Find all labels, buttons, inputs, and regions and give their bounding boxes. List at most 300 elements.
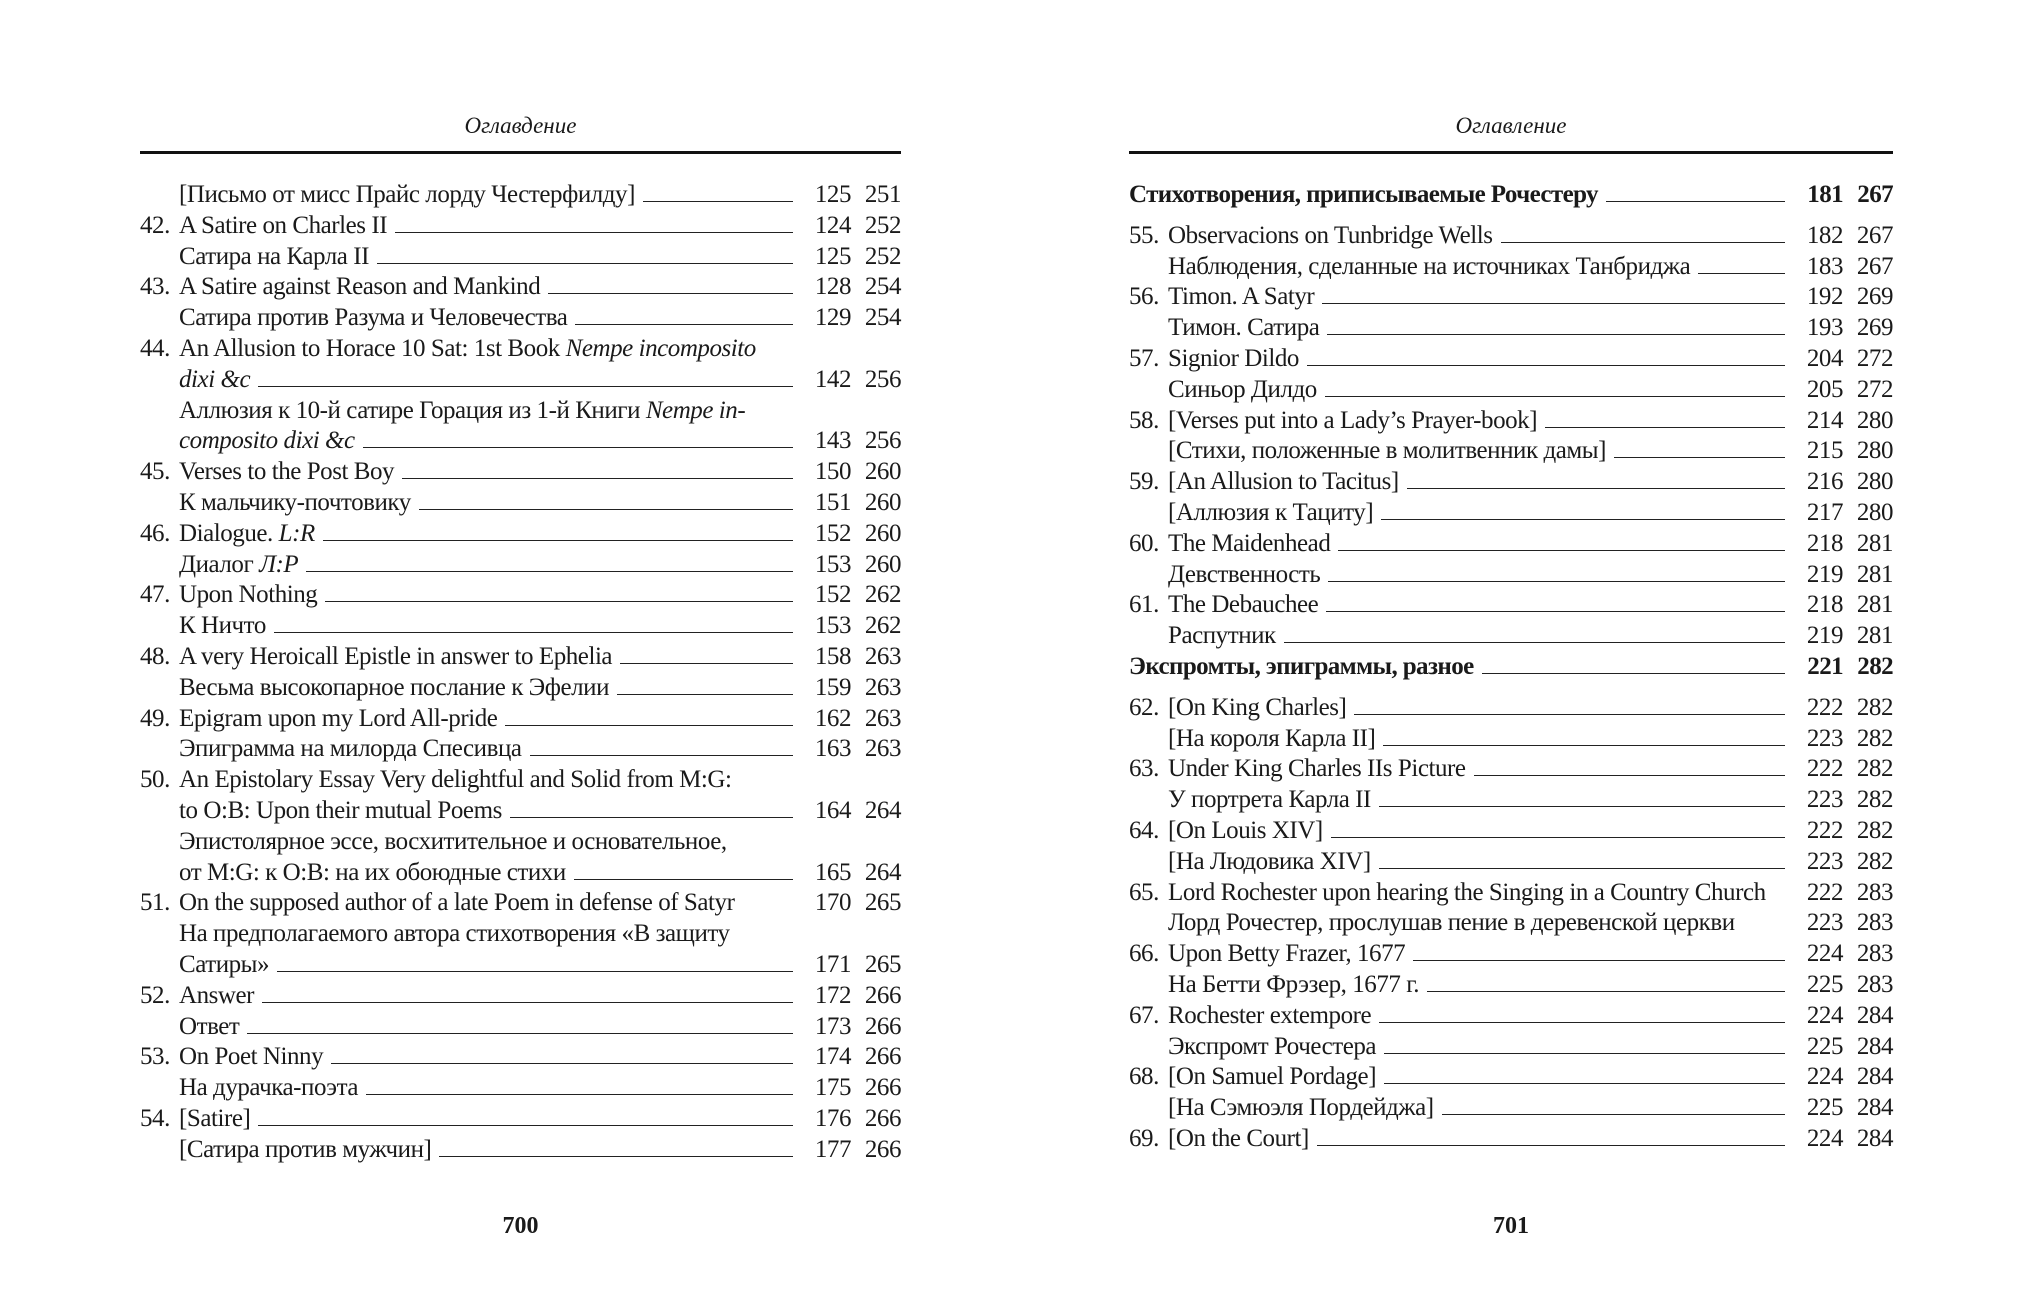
page-ref-translation: 282 bbox=[1857, 652, 1893, 680]
page-ref-translation: 284 bbox=[1856, 1001, 1893, 1029]
entry-number: 58. bbox=[1129, 406, 1159, 434]
page-ref-translation: 272 bbox=[1856, 344, 1893, 372]
entry-title bbox=[1168, 622, 1276, 650]
page-ref-original: 218 bbox=[1806, 529, 1843, 557]
page-ref-translation: 281 bbox=[1856, 591, 1893, 619]
toc-entry bbox=[140, 674, 901, 705]
dot-leader bbox=[1482, 669, 1785, 674]
entry-title-text: На дурачка-поэта bbox=[179, 1074, 359, 1102]
dot-leader bbox=[1328, 577, 1785, 582]
page-ref-translation: 267 bbox=[1857, 181, 1893, 208]
page-ref-original: 225 bbox=[1806, 970, 1843, 998]
entry-title bbox=[179, 766, 732, 794]
entry-title-text: [Сатира против мужчин] bbox=[179, 1135, 432, 1163]
entry-title bbox=[179, 427, 355, 455]
entry-title-text: [On King Charles] bbox=[1168, 693, 1347, 721]
page-ref-original: 162 bbox=[814, 704, 851, 732]
entry-title bbox=[179, 304, 567, 332]
entry-title bbox=[1168, 879, 1766, 907]
entry-number: 44. bbox=[140, 334, 170, 362]
dot-leader bbox=[1606, 197, 1785, 202]
entry-title-italic: L:R bbox=[278, 519, 315, 547]
entry-title-text: К мальчику-почтовику bbox=[179, 488, 411, 516]
entry-title-text: On Poet Ninny bbox=[179, 1043, 324, 1071]
entry-title bbox=[1168, 848, 1371, 876]
entry-title bbox=[179, 581, 317, 609]
page-ref-translation: 266 bbox=[864, 1012, 901, 1040]
page-ref-original: 152 bbox=[814, 581, 851, 609]
page-ref-translation: 267 bbox=[1856, 221, 1893, 249]
entry-number: 69. bbox=[1129, 1124, 1159, 1152]
entry-title-text: На предполагаемого автора стихотворения «В защиту bbox=[179, 920, 730, 948]
entry-title-text: [On the Court] bbox=[1168, 1124, 1309, 1152]
toc-entry bbox=[1129, 755, 1893, 786]
page-ref-original: 225 bbox=[1806, 1032, 1843, 1060]
entry-title bbox=[179, 705, 497, 733]
page-ref-translation: 265 bbox=[864, 950, 901, 978]
page-number: 700 bbox=[502, 1213, 539, 1239]
entry-title-text: [On Louis XIV] bbox=[1168, 816, 1323, 844]
dot-leader bbox=[1354, 710, 1785, 715]
toc-section-heading bbox=[1129, 653, 1893, 694]
toc-entry bbox=[140, 612, 901, 643]
toc-list bbox=[1129, 181, 1893, 1156]
entry-title-text: Стихотворения, приписываемые Рочестеру bbox=[1129, 181, 1598, 208]
entry-title bbox=[1168, 530, 1330, 558]
entry-title-text: Ответ bbox=[179, 1012, 240, 1040]
dot-leader bbox=[530, 751, 793, 756]
page-ref-translation: 281 bbox=[1856, 622, 1893, 650]
page-ref-translation: 282 bbox=[1856, 693, 1893, 721]
page-ref-translation: 264 bbox=[864, 858, 901, 886]
page-ref-original: 143 bbox=[814, 427, 851, 455]
dot-leader bbox=[1766, 896, 1795, 900]
page-ref-translation: 256 bbox=[864, 365, 901, 393]
page-ref-original: 170 bbox=[814, 889, 851, 917]
toc-entry bbox=[1129, 253, 1893, 284]
entry-title bbox=[1168, 1125, 1309, 1153]
dot-leader bbox=[1735, 926, 1795, 930]
page-ref-translation: 267 bbox=[1856, 252, 1893, 280]
toc-entry bbox=[140, 181, 901, 212]
entry-number: 46. bbox=[140, 519, 170, 547]
entry-title-text: Лорд Рочестер, прослушав пение в деревенской церкви bbox=[1168, 909, 1735, 937]
entry-title-text: Распутник bbox=[1168, 622, 1276, 650]
entry-number: 64. bbox=[1129, 816, 1159, 844]
entry-title-text: The Maidenhead bbox=[1168, 529, 1331, 557]
entry-title bbox=[1129, 653, 1474, 681]
page-ref-translation: 280 bbox=[1856, 437, 1893, 465]
dot-leader bbox=[1474, 771, 1785, 776]
entry-number: 54. bbox=[140, 1104, 170, 1132]
toc-entry bbox=[1129, 591, 1893, 622]
toc-entry bbox=[140, 920, 901, 951]
dot-leader bbox=[510, 813, 793, 818]
entry-title-text: [An Allusion to Tacitus] bbox=[1168, 468, 1399, 496]
entry-title-text: Диалог bbox=[179, 550, 260, 578]
entry-title bbox=[1168, 437, 1606, 465]
entry-title bbox=[1168, 1002, 1371, 1030]
entry-title bbox=[1168, 314, 1319, 342]
page-ref-original: 181 bbox=[1807, 181, 1843, 208]
entry-title bbox=[1168, 971, 1419, 999]
entry-title bbox=[179, 1136, 431, 1164]
dot-leader bbox=[274, 628, 793, 633]
page-ref-translation: 284 bbox=[1856, 1063, 1893, 1091]
entry-title bbox=[1168, 817, 1323, 845]
dot-leader bbox=[1413, 956, 1785, 961]
entry-title-text: от M:G: к O:B: на их обоюдные стихи bbox=[179, 858, 566, 886]
dot-leader bbox=[1384, 1079, 1785, 1084]
dot-leader bbox=[1338, 546, 1785, 551]
page-ref-translation: 252 bbox=[864, 242, 901, 270]
entry-title-italic: composito dixi &c bbox=[179, 427, 355, 455]
entry-title-text: Rochester extempore bbox=[1168, 1001, 1372, 1029]
toc-entry bbox=[1129, 530, 1893, 561]
page-ref-original: 171 bbox=[814, 950, 851, 978]
page-ref-translation: 265 bbox=[864, 889, 901, 917]
entry-title bbox=[179, 520, 315, 548]
page-ref-original: 172 bbox=[814, 981, 851, 1009]
entry-title bbox=[179, 643, 612, 671]
dot-leader bbox=[1284, 638, 1785, 643]
entry-title bbox=[179, 1074, 358, 1102]
page-ref-original: 152 bbox=[814, 519, 851, 547]
page-ref-translation: 266 bbox=[864, 1104, 901, 1132]
dot-leader bbox=[1317, 1141, 1785, 1146]
entry-title-text: [На Людовика XIV] bbox=[1168, 847, 1371, 875]
page-ref-translation: 266 bbox=[864, 1043, 901, 1071]
page-ref-translation: 251 bbox=[864, 181, 901, 208]
page-ref-translation: 266 bbox=[864, 1074, 901, 1102]
toc-entry bbox=[140, 366, 901, 397]
toc-entry bbox=[1129, 1063, 1893, 1094]
entry-title bbox=[179, 335, 756, 363]
toc-entry bbox=[140, 335, 901, 366]
entry-title bbox=[1168, 1094, 1434, 1122]
page-ref-original: 223 bbox=[1806, 847, 1843, 875]
entry-title bbox=[1168, 376, 1317, 404]
entry-number: 61. bbox=[1129, 591, 1159, 619]
entry-title-text: Синьор Дилдо bbox=[1168, 375, 1317, 403]
page-ref-translation: 281 bbox=[1856, 529, 1893, 557]
entry-title bbox=[179, 735, 522, 763]
entry-title bbox=[179, 273, 540, 301]
running-head: Оглавление bbox=[1455, 113, 1567, 138]
entry-title-text: Сатира против Разума и Человечества bbox=[179, 304, 568, 332]
dot-leader bbox=[574, 875, 793, 880]
toc-entry bbox=[1129, 376, 1893, 407]
page-ref-original: 218 bbox=[1806, 591, 1843, 619]
entry-title bbox=[179, 1043, 323, 1071]
header-rule bbox=[1129, 151, 1893, 154]
page-ref-original: 125 bbox=[814, 242, 851, 270]
page-ref-original: 224 bbox=[1806, 940, 1843, 968]
toc-entry bbox=[140, 735, 901, 766]
entry-title bbox=[179, 551, 298, 579]
entry-title-text: Аллюзия к 10-й сатире Горация из 1-й Книги bbox=[179, 396, 646, 424]
page-ref-translation: 252 bbox=[864, 211, 901, 239]
dot-leader bbox=[331, 1059, 793, 1064]
entry-title-text: У портрета Карла II bbox=[1168, 786, 1371, 814]
toc-entry bbox=[140, 458, 901, 489]
dot-leader bbox=[548, 289, 793, 294]
page-ref-original: 125 bbox=[814, 181, 851, 208]
entry-number: 47. bbox=[140, 581, 170, 609]
entry-title bbox=[179, 674, 609, 702]
entry-title-text: [На Сэмюэля Пордейджа] bbox=[1168, 1094, 1434, 1122]
entry-title-text: Эпистолярное эссе, восхитительное и основательное, bbox=[179, 827, 727, 855]
dot-leader bbox=[1322, 299, 1785, 304]
entry-title-text: [Verses put into a Lady’s Prayer-book] bbox=[1168, 406, 1538, 434]
toc-entry bbox=[140, 304, 901, 335]
entry-title bbox=[179, 859, 566, 887]
page-number: 701 bbox=[1493, 1213, 1529, 1239]
toc-entry bbox=[1129, 468, 1893, 499]
toc-entry bbox=[1129, 909, 1893, 940]
toc-entry bbox=[140, 581, 901, 612]
dot-leader bbox=[1383, 741, 1785, 746]
page-ref-original: 153 bbox=[814, 550, 851, 578]
page-right bbox=[1129, 0, 1893, 1304]
dot-leader bbox=[419, 505, 793, 510]
entry-title bbox=[179, 828, 727, 856]
entry-title-text: Signior Dildo bbox=[1168, 344, 1299, 372]
entry-title-italic: Nempe incomposito bbox=[565, 334, 756, 362]
page-ref-translation: 263 bbox=[864, 735, 901, 763]
page-ref-translation: 266 bbox=[864, 981, 901, 1009]
dot-leader bbox=[1614, 453, 1785, 458]
dot-leader bbox=[1325, 392, 1785, 397]
dot-leader bbox=[1326, 607, 1785, 612]
page-ref-translation: 272 bbox=[1856, 375, 1893, 403]
dot-leader bbox=[505, 721, 793, 726]
entry-title bbox=[1168, 283, 1314, 311]
entry-number: 56. bbox=[1129, 283, 1159, 311]
page-ref-translation: 282 bbox=[1856, 755, 1893, 783]
dot-leader bbox=[1381, 515, 1785, 520]
toc-entry bbox=[140, 982, 901, 1013]
entry-title-text: Девственность bbox=[1168, 560, 1321, 588]
dot-leader bbox=[643, 197, 793, 202]
page-ref-original: 142 bbox=[814, 365, 851, 393]
dot-leader bbox=[1545, 423, 1785, 428]
page-ref-translation: 269 bbox=[1856, 283, 1893, 311]
toc-entry bbox=[1129, 345, 1893, 376]
page-ref-original: 173 bbox=[814, 1012, 851, 1040]
page-ref-translation: 284 bbox=[1856, 1094, 1893, 1122]
entry-number: 62. bbox=[1129, 693, 1159, 721]
entry-title bbox=[179, 366, 250, 394]
entry-title bbox=[179, 243, 369, 271]
page-ref-translation: 284 bbox=[1856, 1124, 1893, 1152]
toc-entry bbox=[1129, 1002, 1893, 1033]
page-ref-original: 222 bbox=[1806, 878, 1843, 906]
entry-title bbox=[1168, 591, 1318, 619]
entry-title bbox=[1168, 725, 1375, 753]
dot-leader bbox=[1384, 1049, 1785, 1054]
toc-entry bbox=[1129, 622, 1893, 653]
toc-entry bbox=[1129, 879, 1893, 910]
page-ref-translation: 282 bbox=[1856, 816, 1893, 844]
toc-entry bbox=[1129, 848, 1893, 879]
page-ref-original: 224 bbox=[1806, 1124, 1843, 1152]
page-ref-translation: 264 bbox=[864, 796, 901, 824]
entry-title-text: На Бетти Фрэзер, 1677 г. bbox=[1168, 970, 1420, 998]
toc-list bbox=[140, 181, 901, 1167]
entry-title bbox=[1168, 407, 1537, 435]
entry-number: 60. bbox=[1129, 529, 1159, 557]
toc-entry bbox=[1129, 786, 1893, 817]
entry-title-text: Verses to the Post Boy bbox=[179, 458, 395, 486]
dot-leader bbox=[575, 320, 793, 325]
page-ref-translation: 283 bbox=[1856, 909, 1893, 937]
entry-title-text: Under King Charles IIs Picture bbox=[1168, 755, 1466, 783]
entry-title-text: Lord Rochester upon hearing the Singing in a Country Church bbox=[1168, 878, 1766, 906]
dot-leader bbox=[734, 906, 803, 910]
dot-leader bbox=[1379, 1018, 1785, 1023]
page-ref-original: 217 bbox=[1806, 498, 1843, 526]
entry-number: 63. bbox=[1129, 755, 1159, 783]
page-ref-original: 174 bbox=[814, 1043, 851, 1071]
page-ref-original: 153 bbox=[814, 612, 851, 640]
page-ref-original: 224 bbox=[1806, 1001, 1843, 1029]
page-ref-translation: 281 bbox=[1856, 560, 1893, 588]
page-ref-translation: 262 bbox=[864, 581, 901, 609]
entry-title-text: К Ничто bbox=[179, 612, 266, 640]
entry-title-text: Тимон. Сатира bbox=[1168, 314, 1320, 342]
entry-title-text: [On Samuel Pordage] bbox=[1168, 1063, 1377, 1091]
entry-title-text: Экспромт Рочестера bbox=[1168, 1032, 1377, 1060]
dot-leader bbox=[323, 536, 793, 541]
page-ref-translation: 284 bbox=[1856, 1032, 1893, 1060]
entry-title bbox=[1168, 499, 1373, 527]
dot-leader bbox=[277, 967, 793, 972]
toc-entry bbox=[1129, 407, 1893, 438]
entry-title-text: Экспромты, эпиграммы, разное bbox=[1129, 652, 1474, 680]
page-ref-translation: 260 bbox=[864, 458, 901, 486]
entry-number: 57. bbox=[1129, 344, 1159, 372]
entry-title bbox=[1129, 181, 1598, 209]
dot-leader bbox=[258, 1121, 793, 1126]
page-ref-translation: 254 bbox=[864, 304, 901, 332]
entry-title bbox=[179, 397, 745, 425]
dot-leader bbox=[366, 1090, 793, 1095]
dot-leader bbox=[262, 998, 793, 1003]
dot-leader bbox=[1379, 864, 1785, 869]
entry-title bbox=[179, 612, 266, 640]
toc-entry bbox=[140, 1105, 901, 1136]
entry-title-text: [Satire] bbox=[179, 1104, 251, 1132]
page-ref-translation: 256 bbox=[864, 427, 901, 455]
entry-title-italic: dixi &c bbox=[179, 365, 251, 393]
page-ref-original: 219 bbox=[1806, 560, 1843, 588]
entry-number: 48. bbox=[140, 642, 170, 670]
page-ref-original: 176 bbox=[814, 1104, 851, 1132]
entry-title-text: Dialogue. bbox=[179, 519, 279, 547]
toc-entry bbox=[140, 859, 901, 890]
entry-title bbox=[179, 1013, 239, 1041]
entry-title bbox=[1168, 561, 1320, 589]
page-ref-translation: 282 bbox=[1856, 786, 1893, 814]
entry-title-text: Эпиграмма на милорда Спесивца bbox=[179, 735, 522, 763]
entry-title-text: Answer bbox=[179, 981, 255, 1009]
page-ref-original: 182 bbox=[1806, 221, 1843, 249]
toc-entry bbox=[1129, 940, 1893, 971]
entry-number: 49. bbox=[140, 704, 170, 732]
page-ref-original: 159 bbox=[814, 673, 851, 701]
page-ref-translation: 263 bbox=[864, 704, 901, 732]
page-ref-original: 223 bbox=[1806, 724, 1843, 752]
toc-section-heading bbox=[1129, 181, 1893, 222]
toc-entry bbox=[140, 520, 901, 551]
page-ref-original: 175 bbox=[814, 1074, 851, 1102]
dot-leader bbox=[1442, 1110, 1785, 1115]
page-ref-original: 192 bbox=[1806, 283, 1843, 311]
entry-title bbox=[1168, 755, 1466, 783]
dot-leader bbox=[363, 443, 793, 448]
page-ref-translation: 283 bbox=[1856, 970, 1893, 998]
toc-entry bbox=[1129, 694, 1893, 725]
entry-title-text: A very Heroicall Epistle in answer to Ephelia bbox=[179, 642, 613, 670]
page-ref-translation: 283 bbox=[1856, 878, 1893, 906]
entry-number: 50. bbox=[140, 766, 170, 794]
toc-entry bbox=[140, 705, 901, 736]
entry-title-text: Timon. A Satyr bbox=[1168, 283, 1315, 311]
entry-title-text: Сатиры» bbox=[179, 950, 270, 978]
page-ref-original: 165 bbox=[814, 858, 851, 886]
entry-number: 43. bbox=[140, 273, 170, 301]
page-ref-translation: 282 bbox=[1856, 847, 1893, 875]
entry-title-text: Сатира на Карла II bbox=[179, 242, 369, 270]
page-ref-original: 216 bbox=[1806, 468, 1843, 496]
entry-title bbox=[179, 920, 730, 948]
toc-entry bbox=[140, 273, 901, 304]
page-ref-translation: 260 bbox=[864, 488, 901, 516]
entry-number: 59. bbox=[1129, 468, 1159, 496]
toc-entry bbox=[140, 889, 901, 920]
page-ref-original: 193 bbox=[1806, 314, 1843, 342]
page-ref-original: 221 bbox=[1807, 652, 1843, 680]
page-ref-original: 158 bbox=[814, 642, 851, 670]
entry-title bbox=[1168, 940, 1405, 968]
header-rule bbox=[140, 151, 901, 154]
entry-title bbox=[179, 458, 394, 486]
page-ref-original: 177 bbox=[814, 1135, 851, 1163]
page-ref-translation: 280 bbox=[1856, 498, 1893, 526]
toc-entry bbox=[1129, 1125, 1893, 1156]
dot-leader bbox=[1427, 987, 1785, 992]
dot-leader bbox=[258, 382, 793, 387]
entry-title-text: Observacions on Tunbridge Wells bbox=[1168, 221, 1493, 249]
dot-leader bbox=[1307, 361, 1785, 366]
entry-title-text: Весьма высокопарное послание к Эфелии bbox=[179, 673, 610, 701]
entry-title bbox=[179, 951, 269, 979]
entry-title-text: On the supposed author of a late Poem in defense of Satyr bbox=[179, 889, 735, 917]
entry-title bbox=[1168, 468, 1399, 496]
page-ref-translation: 280 bbox=[1856, 406, 1893, 434]
entry-title bbox=[179, 982, 254, 1010]
entry-title-text: [На короля Карла II] bbox=[1168, 724, 1376, 752]
page-ref-original: 124 bbox=[814, 211, 851, 239]
dot-leader bbox=[1327, 330, 1785, 335]
dot-leader bbox=[377, 259, 793, 264]
dot-leader bbox=[617, 690, 793, 695]
entry-title-text: [Письмо от мисс Прайс лорду Честерфилду] bbox=[179, 181, 635, 208]
page-left bbox=[140, 0, 901, 1304]
page-ref-translation: 280 bbox=[1856, 468, 1893, 496]
entry-title bbox=[179, 489, 411, 517]
